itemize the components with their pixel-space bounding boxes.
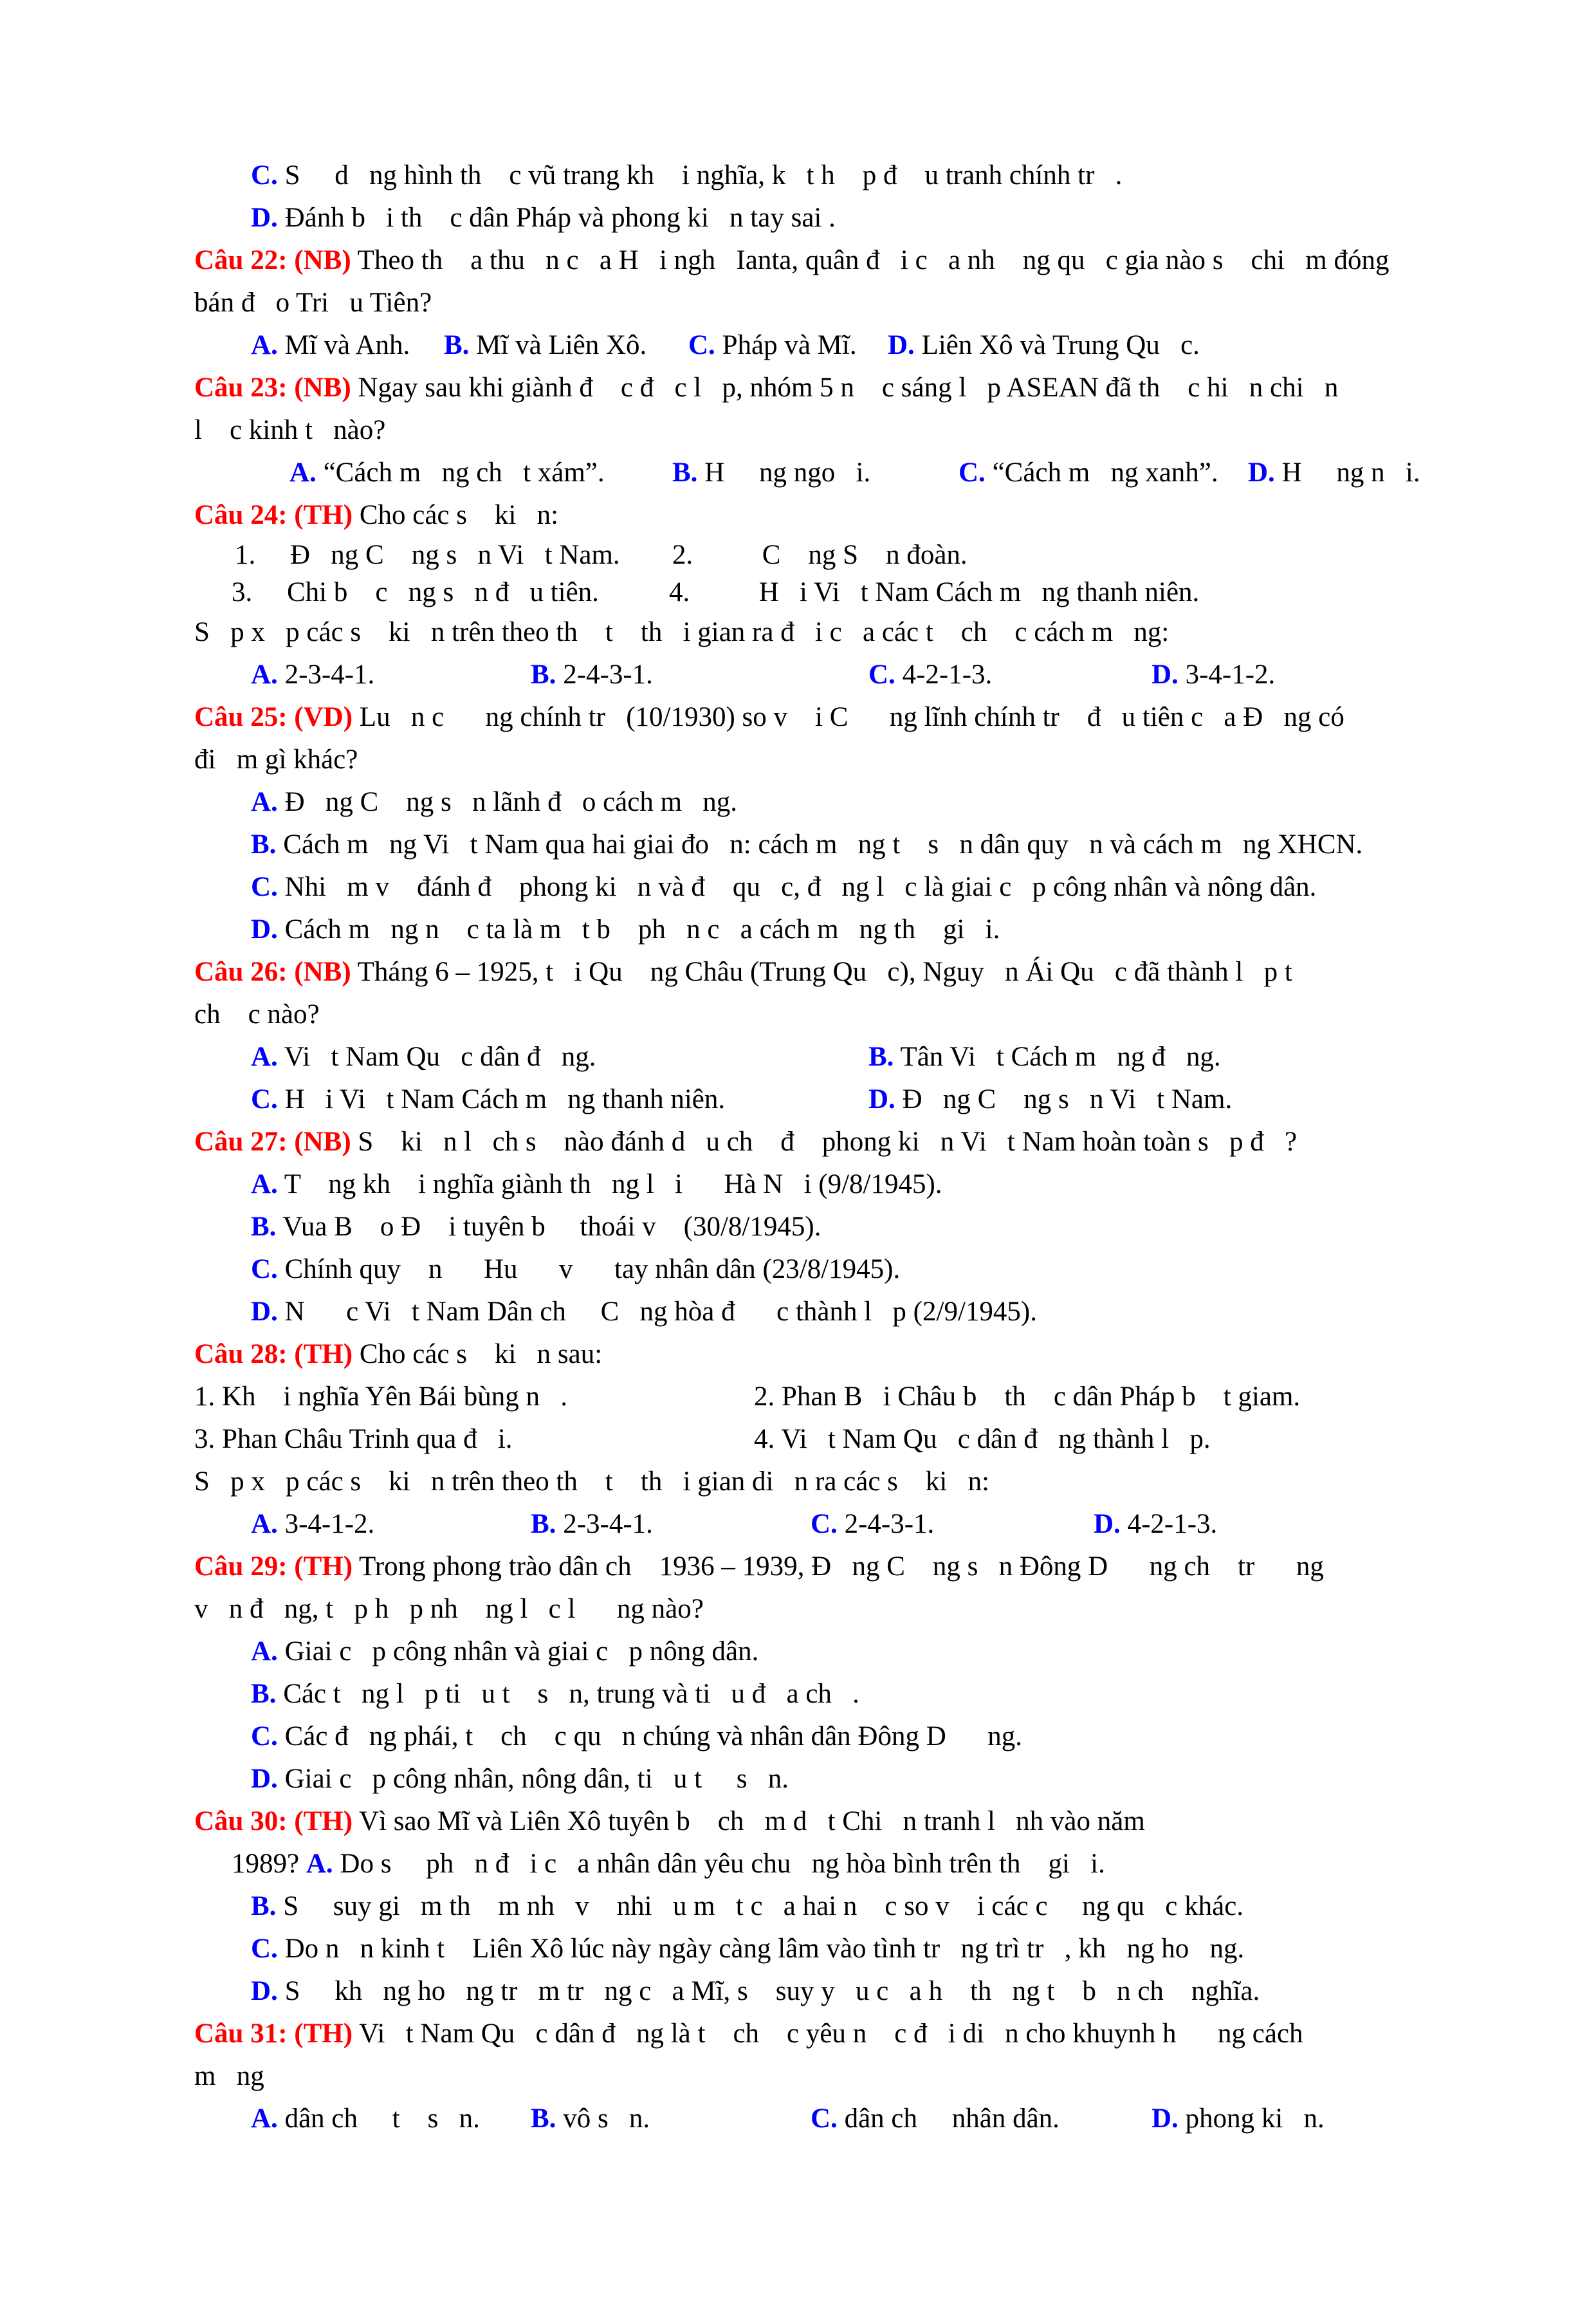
q25-option-d: D. Cách m ng n c ta là m t b ph n c a cách m ng th gi i.: [251, 914, 1000, 945]
question-label: Câu 27: (NB): [194, 1127, 351, 1157]
question-30: [194, 1800, 1145, 1843]
q30-option-b: B. S suy gi m th m nh v nhi u m t c a hai n c so v i các c ng qu c khác.: [251, 1891, 1244, 1921]
q22-option-c: C. Pháp và Mĩ.: [688, 330, 857, 360]
q27-option-d: D. N c Vi t Nam Dân ch C ng hòa đ c thành l p (2/9/1945).: [251, 1297, 1037, 1327]
question-26: [194, 951, 1292, 993]
q24-options: [251, 654, 1537, 696]
q23-option-c: C. “Cách m ng xanh”.: [959, 457, 1218, 488]
question-24: [194, 494, 558, 537]
q22-option-a: A. Mĩ và Anh.: [251, 330, 410, 360]
question-label: Câu 26: (NB): [194, 957, 351, 987]
q24-option-a: A. 2-3-4-1.: [251, 660, 375, 690]
q29-option-c: C. Các đ ng phái, t ch c qu n chúng và nhân dân Đông D ng.: [251, 1721, 1023, 1751]
q26-option-d: D. Đ ng C ng s n Vi t Nam.: [868, 1084, 1233, 1114]
q31-option-d: D. phong ki n.: [1151, 2103, 1325, 2134]
question-label: Câu 29: (TH): [194, 1551, 353, 1582]
question-text: Cho các s ki n:: [359, 500, 559, 530]
event-item: 1. Đ ng C ng s n Vi t Nam.: [235, 540, 620, 570]
q21-option-d: [251, 197, 836, 239]
q30-option-d: D. S kh ng ho ng tr m tr ng c a Mĩ, s suy y u c a h th ng t b n ch nghĩa.: [251, 1976, 1260, 2006]
question-27: [194, 1121, 1297, 1163]
q24-option-c: C. 4-2-1-3.: [868, 660, 993, 690]
q28-events-row2: [194, 1418, 1545, 1461]
q31-option-b: B. vô s n.: [531, 2103, 650, 2134]
q31-options: [251, 2098, 1537, 2140]
q27-option-a: A. T ng kh i nghĩa giành th ng l i Hà N i (9/8/1945).: [251, 1169, 942, 1199]
q24-events-row2: [232, 571, 1518, 614]
question-label: Câu 31: (TH): [194, 2019, 353, 2049]
q28-prompt: S p x p các s ki n trên theo th t th i gian di n ra các s ki n:: [194, 1466, 990, 1497]
question-31: [194, 2013, 1303, 2055]
option-text: Đánh b i th c dân Pháp và phong ki n tay sai .: [284, 203, 836, 233]
q24-option-d: D. 3-4-1-2.: [1151, 660, 1276, 690]
question-label: Câu 25: (VD): [194, 702, 353, 732]
q28-options: [251, 1503, 1537, 1546]
event-item: 3. Phan Châu Trinh qua đ i.: [194, 1424, 513, 1454]
question-text: Theo th a thu n c a H i ngh Ianta, quân đ i c a nh ng qu c gia nào s chi m đóng: [357, 245, 1390, 275]
q24-prompt: S p x p các s ki n trên theo th t th i gian ra đ i c a các t ch c cách m ng:: [194, 617, 1169, 647]
question-31-cont: m ng: [194, 2061, 264, 2091]
q23-option-d: D. H ng n i.: [1248, 457, 1420, 488]
question-30-cont: 1989? A. Do s ph n đ i c a nhân dân yêu chu ng hòa bình trên th gi i.: [232, 1849, 1105, 1879]
q28-option-d: D. 4-2-1-3.: [1094, 1509, 1218, 1539]
question-label: Câu 23: (NB): [194, 373, 351, 403]
q26-option-a: A. Vi t Nam Qu c dân đ ng.: [251, 1042, 596, 1072]
question-text: Vi t Nam Qu c dân đ ng là t ch c yêu n c đ i di n cho khuynh h ng cách: [359, 2019, 1303, 2049]
q25-option-c: C. Nhi m v đánh đ phong ki n và đ qu c, đ ng l c là giai c p công nhân và nông dân.: [251, 872, 1317, 902]
event-item: 2. Phan B i Châu b th c dân Pháp b t giam.: [754, 1381, 1301, 1412]
q28-option-a: A. 3-4-1-2.: [251, 1509, 375, 1539]
question-22-cont: bán đ o Tri u Tiên?: [194, 288, 432, 318]
q23-options: [289, 452, 1544, 494]
q29-option-d: D. Giai c p công nhân, nông dân, ti u t s n.: [251, 1764, 789, 1794]
question-22: [194, 239, 1389, 282]
q26-option-c: C. H i Vi t Nam Cách m ng thanh niên.: [251, 1084, 726, 1114]
q28-option-b: B. 2-3-4-1.: [531, 1509, 653, 1539]
question-29-cont: v n đ ng, t p h p nh ng l c l ng nào?: [194, 1594, 704, 1624]
q21-option-c: [251, 154, 1122, 197]
question-23-cont: l c kinh t nào?: [194, 415, 386, 445]
event-item: 4. H i Vi t Nam Cách m ng thanh niên.: [669, 577, 1200, 607]
q28-option-c: C. 2-4-3-1.: [811, 1509, 935, 1539]
q27-option-b: B. Vua B o Đ i tuyên b thoái v (30/8/1945).: [251, 1212, 821, 1242]
question-25: [194, 696, 1344, 739]
q30-option-c: C. Do n n kinh t Liên Xô lúc này ngày càng lâm vào tình tr ng trì tr , kh ng ho ng.: [251, 1934, 1245, 1964]
event-item: 1. Kh i nghĩa Yên Bái bùng n .: [194, 1381, 568, 1412]
event-item: 2. C ng S n đoàn.: [672, 540, 968, 570]
q22-option-d: D. Liên Xô và Trung Qu c.: [888, 330, 1200, 360]
q26-option-b: B. Tân Vi t Cách m ng đ ng.: [868, 1042, 1221, 1072]
option-label: D.: [251, 203, 278, 233]
question-text: S ki n l ch s nào đánh d u ch đ phong ki n Vi t Nam hoàn toàn s p đ ?: [358, 1127, 1298, 1157]
q26-options-row1: [251, 1036, 1537, 1078]
q29-option-b: B. Các t ng l p ti u t s n, trung và ti u đ a ch .: [251, 1679, 859, 1709]
question-text: Tháng 6 – 1925, t i Qu ng Châu (Trung Qu c), Nguy n Ái Qu c đã thành l p t: [357, 957, 1292, 987]
q27-option-c: C. Chính quy n Hu v tay nhân dân (23/8/1945).: [251, 1254, 901, 1284]
q23-option-a: A. “Cách m ng ch t xám”.: [289, 457, 605, 488]
q25-option-a: A. Đ ng C ng s n lãnh đ o cách m ng.: [251, 787, 738, 817]
question-label: Câu 30: (TH): [194, 1806, 353, 1836]
question-28: [194, 1333, 602, 1376]
q24-events-row1: [235, 534, 1521, 577]
q29-option-a: A. Giai c p công nhân và giai c p nông dân.: [251, 1636, 759, 1667]
q26-options-row2: [251, 1078, 1537, 1121]
question-text: Ngay sau khi giành đ c đ c l p, nhóm 5 n c sáng l p ASEAN đã th c hi n chi n: [358, 373, 1339, 403]
q24-option-b: B. 2-4-3-1.: [531, 660, 653, 690]
question-label: Câu 24: (TH): [194, 500, 353, 530]
q31-option-a: A. dân ch t s n.: [251, 2103, 480, 2134]
question-23: [194, 367, 1338, 409]
q28-events-row1: [194, 1376, 1545, 1418]
option-label: C.: [251, 160, 278, 190]
q22-options: [251, 324, 1537, 367]
option-text: S d ng hình th c vũ trang kh i nghĩa, k t h p đ u tranh chính tr .: [284, 160, 1123, 190]
question-25-cont: đi m gì khác?: [194, 744, 358, 775]
question-text: Vì sao Mĩ và Liên Xô tuyên b ch m d t Chi n tranh l nh vào năm: [359, 1806, 1145, 1836]
q23-option-b: B. H ng ngo i.: [672, 457, 871, 488]
q30-option-a-label: A.: [306, 1849, 333, 1879]
question-label: Câu 28: (TH): [194, 1339, 353, 1369]
q22-option-b: B. Mĩ và Liên Xô.: [444, 330, 647, 360]
question-26-cont: ch c nào?: [194, 999, 320, 1030]
q30-option-a: Do s ph n đ i c a nhân dân yêu chu ng hòa bình trên th gi i.: [340, 1849, 1105, 1879]
question-29: [194, 1546, 1324, 1588]
question-text: Lu n c ng chính tr (10/1930) so v i C ng lĩnh chính tr đ u tiên c a Đ ng có: [359, 702, 1344, 732]
event-item: 3. Chi b c ng s n đ u tiên.: [232, 577, 599, 607]
question-text: Trong phong trào dân ch 1936 – 1939, Đ ng C ng s n Đông D ng ch tr ng: [359, 1551, 1324, 1582]
q25-option-b: B. Cách m ng Vi t Nam qua hai giai đo n: cách m ng t s n dân quy n và cách m ng XHCN.: [251, 829, 1363, 860]
q31-option-c: C. dân ch nhân dân.: [811, 2103, 1059, 2134]
question-label: Câu 22: (NB): [194, 245, 351, 275]
event-item: 4. Vi t Nam Qu c dân đ ng thành l p.: [754, 1424, 1211, 1454]
question-text: Cho các s ki n sau:: [359, 1339, 603, 1369]
